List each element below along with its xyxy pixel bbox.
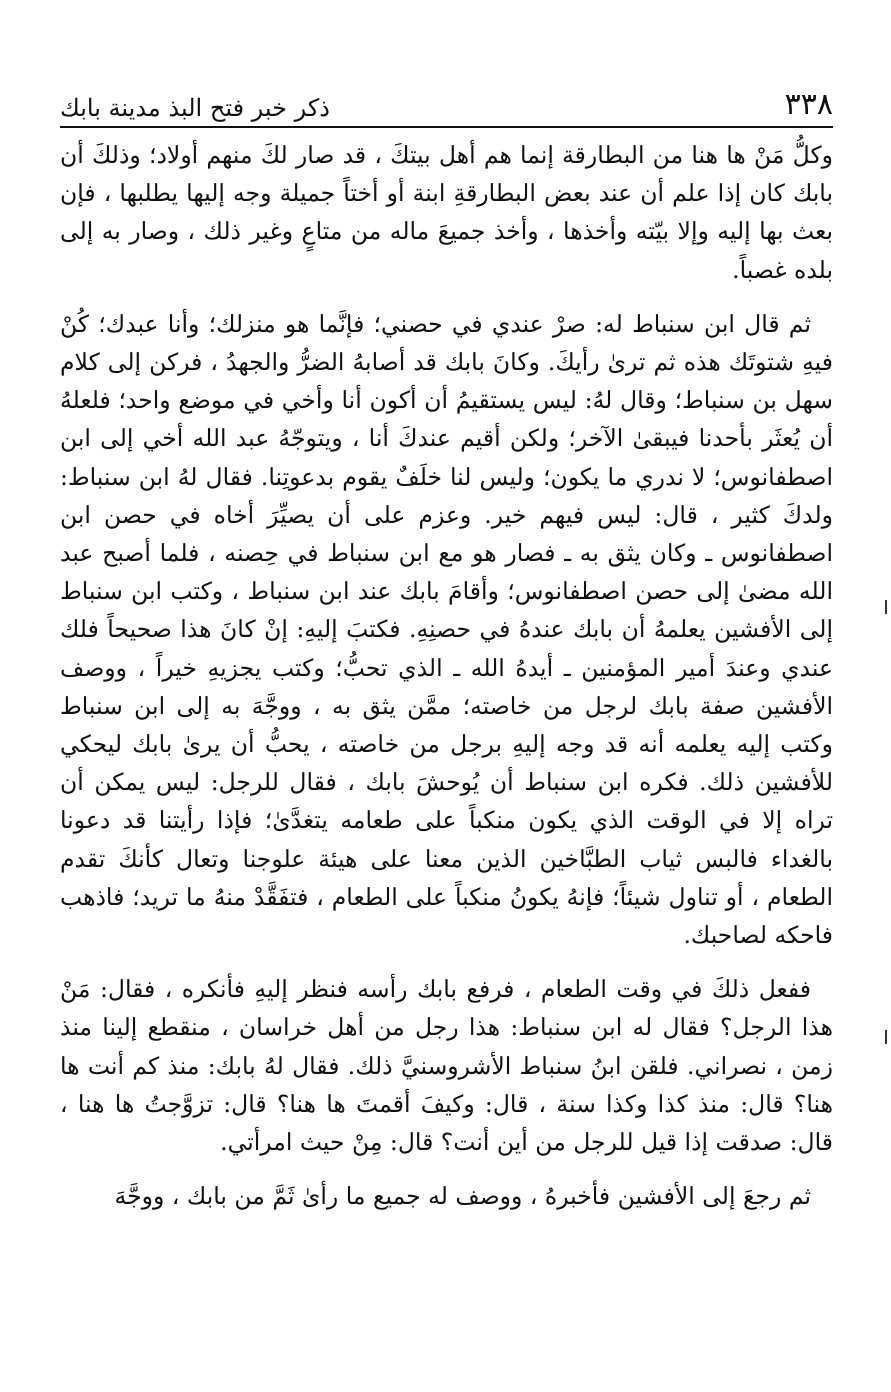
paragraph: وكلُّ مَنْ ها هنا من البطارقة إنما هم أهل بيتكَ ، قد صار لكَ منهم أولاد؛ وذلكَ أن بابك كان إذا علم أن عند بعض البطارقةِ ابنة أو أختاً جميلة وجه إليها يطلبها ، فإن بعث بها إليه وإلا بيّته وأخذها ، وأخذ جميعَ ماله من متاعٍ وغير ذلك ، وصار به إلى بلده غصباً. — [60, 141, 833, 284]
paragraph: ففعل ذلكَ في وقت الطعام ، فرفع بابك رأسه فنظر إليهِ فأنكره ، فقال: مَنْ هذا الرجل؟ فقال له ابن سنباط: هذا رجل من أهل خراسان ، منقطع إلينا منذ زمن ، نصراني. فلقن ابنُ سنباط الأشروسنيَّ ذلك. فقال لهُ بابك: منذ كم أنت ها هنا؟ قال: منذ كذا وكذا سنة ، قال: وكيفَ أقمتَ ها هنا؟ قال: تزوَّجتُ ها هنا ، قال: صدقت إذا قيل للرجل من أين أنت؟ قال: مِنْ حيث امرأتي. — [60, 975, 833, 1157]
page-number: ٣٣٨ — [784, 87, 833, 122]
paragraph: ثم رجعَ إلى الأفشين فأخبرهُ ، ووصف له جميع ما رأىٰ ثَمَّ من بابك ، ووجَّهَ — [114, 1182, 811, 1211]
running-title: ذكر خبر فتح البذ مدينة بابك — [60, 94, 330, 122]
paragraph: ثم قال ابن سنباط له: صرْ عندي في حصني؛ فإنَّما هو منزلك؛ وأنا عبدك؛ كُنْ فيهِ شتوتَك هذه ثم ترىٰ رأيكَ. وكانَ بابك قد أصابهُ الضرُّ والجهدُ ، فركن إلى كلام سهل بن سنباط؛ وقال لهُ: ليس يستقيمُ أن أكون أنا وأخي في موضع واحد؛ فلعلهُ أن يُعثَر بأحدنا فيبقىٰ الآخر؛ ولكن أقيم عندكَ أنا ، ويتوجّهُ عبد الله أخي إلى ابن اصطفانوس؛ لا ندري ما يكون؛ وليس لنا خلَفٌ يقوم بدعوتِنا. فقال لهُ ابن سنباط: ولدكَ كثير ، قال: ليس فيهم خير. وعزم على أن يصيِّرَ أخاه في حصن ابن اصطفانوس ـ وكان يثق به ـ فصار هو مع ابن سنباط في حِصنه ، فلما أصبح عبد الله مضىٰ إلى حصن اصطفانوس؛ وأقامَ بابك عند ابن سنباط ، وكتب ابن سنباط إلى الأفشين يعلمهُ أن بابك عندهُ في حصنِهِ. فكتبَ إليهِ: إنْ كانَ هذا صحيحاً فلك عندي وعندَ أمير المؤمنين ـ أيدهُ الله ـ الذي تحبُّ؛ وكتب يجزيهِ خيراً ، ووصف الأفشين صفة بابك لرجل من خاصته؛ ممَّن يثق به ، ووجَّهَ به إلى ابن سنباط وكتب إليه يعلمه أنه قد وجه إليهِ برجل من خاصته ، يحبُّ أن يرىٰ بابك ليحكي للأفشين ذلك. فكره ابن سنباط أن يُوحشَ بابك ، فقال للرجل: ليس يمكن أن تراه إلا في الوقت الذي يكون منكباً على طعامه يتغدَّىٰ؛ فإذا رأيتنا قد دعونا بالغداء فالبس ثياب الطبَّاخين الذين معنا على هيئة علوجنا وتعال كأنكَ تقدم الطعام ، أو تناول شيئاً؛ فإنهُ يكونُ منكباً على الطعام ، فتفَقَّدْ منهُ ما تريد؛ فاذهب فاحكه لصاحبك. — [60, 309, 833, 950]
margin-mark — [885, 1030, 887, 1044]
body-text — [60, 136, 833, 1231]
page-header — [60, 70, 833, 128]
margin-mark — [885, 600, 887, 614]
